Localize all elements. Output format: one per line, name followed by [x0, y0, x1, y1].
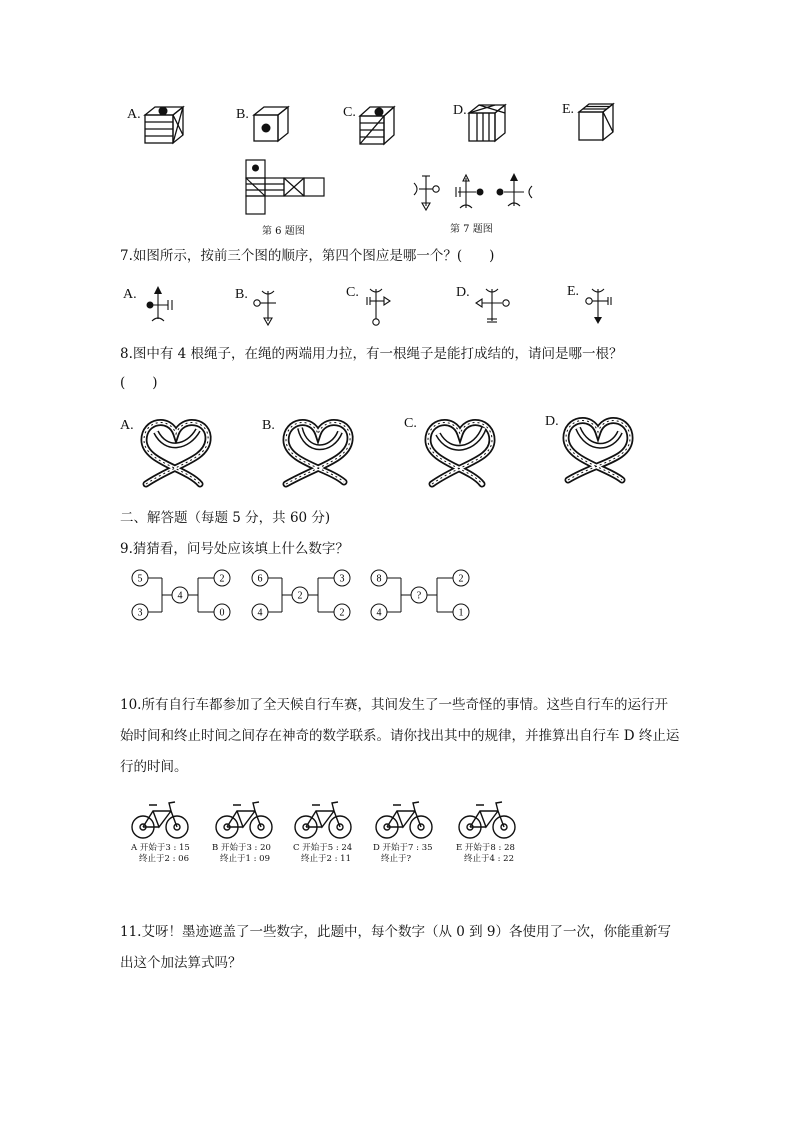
- bike-c-caption: [293, 843, 352, 865]
- q7-question: 7.如图所示，按前三个图的顺序，第四个图应是哪一个？( ): [120, 248, 495, 264]
- bike-e-end: 终止于4 : 22: [464, 854, 514, 864]
- q9-g3-left-bottom: 4: [376, 607, 382, 619]
- q11-question: 11.艾呀！墨迹遮盖了一些数字，此题中，每个数字（从 0 到 9）各使用了一次，你能重新写出这个加法算式吗？: [120, 924, 672, 971]
- bike-e-icon: [458, 797, 518, 841]
- q9-number-diagram: [128, 566, 473, 624]
- q6-option-c-label: C.: [343, 105, 356, 120]
- bike-b-start: B 开始于3 : 20: [212, 843, 271, 853]
- q9-g1-left-bottom: 3: [137, 607, 143, 619]
- q9-g2-right-top: 3: [339, 573, 345, 585]
- bike-a-end: 终止于2 : 06: [139, 854, 189, 864]
- q6-option-a-label: A.: [127, 107, 141, 122]
- q9-g2-left-top: 6: [257, 573, 263, 585]
- bike-d-caption: [373, 843, 433, 865]
- bike-d-icon: [375, 797, 435, 841]
- bike-a-caption: [131, 843, 190, 865]
- q7-option-e-figure: [582, 283, 618, 327]
- q9-g1-right-bottom: 0: [219, 607, 225, 619]
- bike-c-start: C 开始于5 : 24: [293, 843, 353, 853]
- q7-option-a-label: A.: [123, 287, 137, 302]
- q9-g1-right-top: 2: [219, 573, 225, 585]
- bike-a-icon: [131, 797, 191, 841]
- q8-question: 8.图中有 4 根绳子，在绳的两端用力拉，有一根绳子是能打成结的，请问是哪一根？: [120, 346, 623, 362]
- q9-g3-right-top: 2: [458, 573, 464, 585]
- q6-cube-d: [467, 103, 509, 143]
- q10-question: 10.所有自行车都参加了全天候自行车赛，其间发生了一些奇怪的事情。这些自行车的运行开始时间和终止时间之间存在神奇的数学联系。请你找出其中的规律，并推算出自行车 D 终止运行的时间。: [120, 697, 680, 775]
- q9-question: 9.猜猜看，问号处应该填上什么数字？: [120, 541, 349, 557]
- q8-option-c-label: C.: [404, 416, 417, 431]
- bike-b-caption: [212, 843, 271, 865]
- q9-g3-right-bottom: 1: [458, 607, 464, 619]
- q6-cube-c: [358, 104, 398, 146]
- q7-option-a-figure: [140, 283, 182, 327]
- q8-answer-blank: ( ): [120, 375, 158, 391]
- q6-cube-net: [244, 158, 328, 220]
- q8-knot-a: [136, 412, 222, 488]
- bike-b-icon: [215, 797, 275, 841]
- bike-c-icon: [294, 797, 354, 841]
- q8-option-d-label: D.: [545, 414, 559, 429]
- q8-option-a-label: A.: [120, 418, 134, 433]
- section-2-heading: 二、解答题（每题 5 分，共 60 分): [120, 510, 331, 526]
- bike-b-end: 终止于1 : 09: [220, 854, 270, 864]
- q9-g3-left-top: 8: [376, 573, 382, 585]
- q7-option-e-label: E.: [567, 284, 580, 299]
- q7-option-b-figure: [250, 285, 286, 329]
- q7-sequence-figure: [408, 170, 536, 214]
- q9-g2-center: 2: [297, 590, 303, 602]
- q9-g2-left-bottom: 4: [257, 607, 263, 619]
- bike-c-end: 终止于2 : 11: [301, 854, 351, 864]
- q6-cube-a: [143, 105, 187, 145]
- q8-knot-d: [558, 410, 644, 486]
- q8-option-b-label: B.: [262, 418, 275, 433]
- q6-cube-b: [252, 105, 292, 143]
- q6-option-b-label: B.: [236, 107, 249, 122]
- q7-caption: 第 7 题图: [450, 224, 493, 235]
- q7-option-c-label: C.: [346, 285, 359, 300]
- q6-option-d-label: D.: [453, 103, 467, 118]
- q6-option-e-label: E.: [562, 102, 575, 117]
- q7-option-d-figure: [472, 283, 516, 327]
- q9-g3-center: ?: [416, 590, 422, 602]
- q9-g1-center: 4: [177, 590, 183, 602]
- q9-g1-left-top: 5: [137, 573, 143, 585]
- q8-knot-b: [278, 412, 364, 488]
- bike-d-end: 终止于?: [381, 854, 412, 864]
- q9-g2-right-bottom: 2: [339, 607, 345, 619]
- bike-d-start: D 开始于7 : 35: [373, 843, 433, 853]
- q6-caption: 第 6 题图: [262, 226, 305, 237]
- q7-option-b-label: B.: [235, 287, 248, 302]
- bike-a-start: A 开始于3 : 15: [131, 843, 190, 853]
- q8-knot-c: [420, 412, 506, 488]
- q6-cube-e: [577, 102, 617, 142]
- bike-e-start: E 开始于8 : 28: [456, 843, 515, 853]
- bike-e-caption: [456, 843, 515, 865]
- q7-option-c-figure: [360, 283, 394, 329]
- q7-option-d-label: D.: [456, 285, 470, 300]
